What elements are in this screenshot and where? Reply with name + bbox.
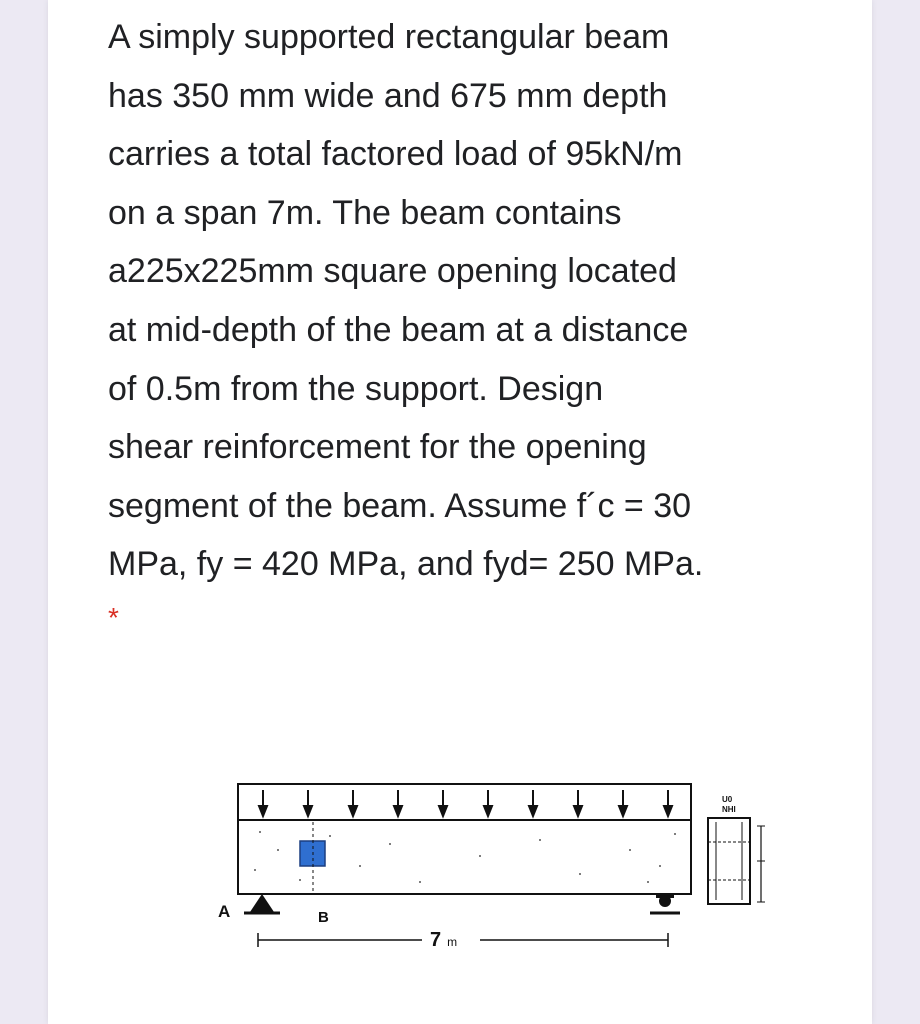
span-dimension xyxy=(258,933,668,947)
question-line: A simply supported rectangular beam xyxy=(108,18,670,56)
svg-text:U0: U0 xyxy=(722,795,733,804)
question-line: has 350 mm wide and 675 mm depth xyxy=(108,76,668,115)
question-line: of 0.5m from the support. Design xyxy=(108,369,604,408)
label-b: B xyxy=(318,909,329,926)
question-line: shear reinforcement for the opening xyxy=(108,428,647,467)
span-value: 7 m xyxy=(430,929,458,951)
question-line: segment of the beam. Assume f´c = 30 xyxy=(108,486,692,525)
support-a xyxy=(244,894,280,913)
question-line: on a span 7m. The beam contains xyxy=(108,193,622,232)
question-line: carries a total factored load of 95kN/m xyxy=(108,135,683,174)
beam-figure xyxy=(160,770,780,970)
question-line: at mid-depth of the beam at a distance xyxy=(108,310,689,349)
question-line: a225x225mm square opening located xyxy=(108,252,677,291)
required-asterisk: * xyxy=(108,602,119,633)
svg-text:NHI: NHI xyxy=(722,805,736,814)
support-right xyxy=(650,894,680,913)
question-line: MPa, fy = 420 MPa, and fyd= 250 MPa. xyxy=(108,545,704,584)
question-text xyxy=(108,8,828,594)
cross-section-sketch xyxy=(708,795,765,904)
label-a: A xyxy=(218,902,231,921)
